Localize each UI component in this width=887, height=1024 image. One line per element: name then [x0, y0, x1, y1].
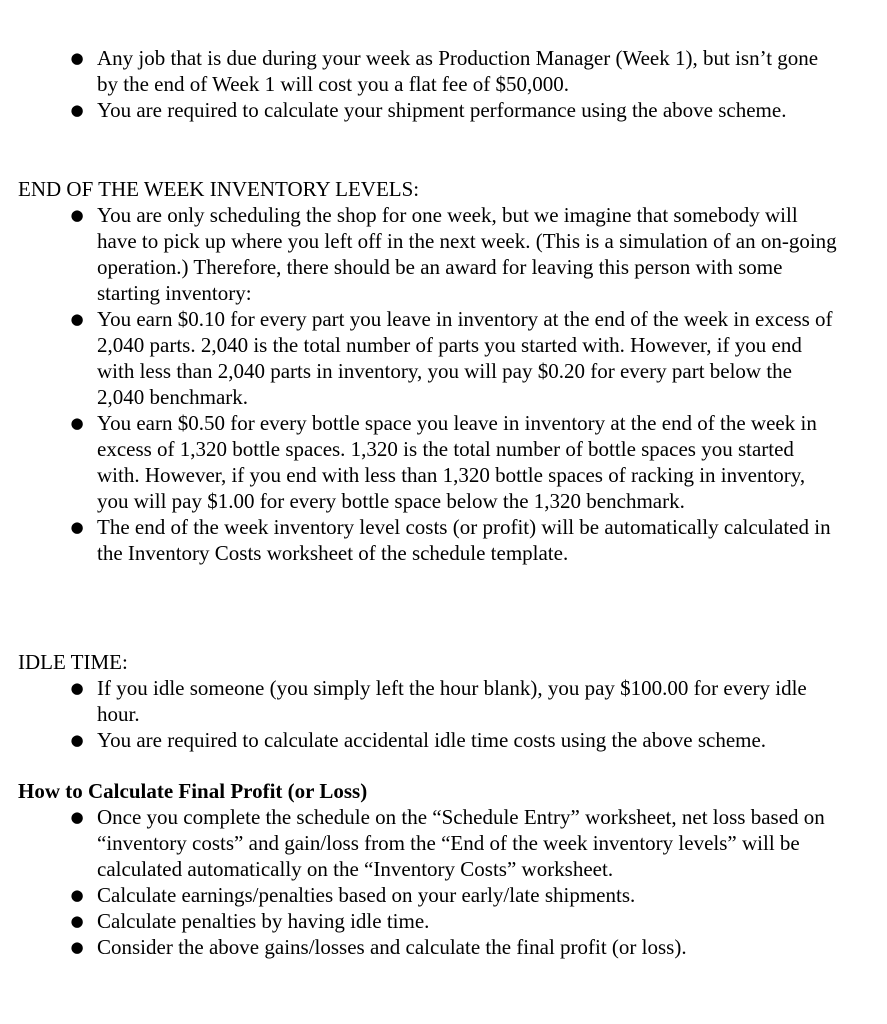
profit-section — [0, 778, 887, 960]
list-item-text: You earn $0.10 for every part you leave in inventory at the end of the week in excess of 2,040 parts. 2,040 is the total number of parts you started with. However, if you end with less than 2,040 parts in inventory, you will pay $0.20 for every part below the 2,040 benchmark. — [97, 307, 833, 409]
intro-section — [0, 45, 887, 123]
list-item-text: Calculate penalties by having idle time. — [97, 909, 430, 933]
profit-bullet-list — [0, 804, 887, 960]
bullet-icon: ● — [70, 886, 84, 904]
bullet-icon: ● — [70, 414, 84, 432]
idle-section — [0, 649, 887, 753]
inventory-section — [0, 176, 887, 566]
bullet-icon: ● — [70, 912, 84, 930]
list-item-text: You are required to calculate accidental idle time costs using the above scheme. — [97, 728, 767, 752]
bullet-icon: ● — [70, 310, 84, 328]
list-item — [0, 908, 887, 934]
bullet-icon: ● — [70, 206, 84, 224]
list-item — [0, 514, 887, 566]
list-item — [0, 882, 887, 908]
bullet-icon: ● — [70, 808, 84, 826]
list-item-text: You are only scheduling the shop for one week, but we imagine that somebody will have to pick up where you left off in the next week. (This is a simulation of an on-going operation.) Therefore, there should be an award for leaving this person with some starting inventory: — [97, 203, 837, 305]
list-item-text: You earn $0.50 for every bottle space you leave in inventory at the end of the week in excess of 1,320 bottle spaces. 1,320 is the total number of bottle spaces you started with. However, if you end with less than 1,320 bottle spaces of racking in inventory, you will pay $1.00 for every bottle space below the 1,320 benchmark. — [97, 411, 817, 513]
list-item — [0, 410, 887, 514]
list-item-text: Consider the above gains/losses and calculate the final profit (or loss). — [97, 935, 687, 959]
list-item — [0, 675, 887, 727]
list-item — [0, 202, 887, 306]
bullet-icon: ● — [70, 679, 84, 697]
intro-bullet-list — [0, 45, 887, 123]
list-item — [0, 804, 887, 882]
idle-bullet-list — [0, 675, 887, 753]
list-item-text: You are required to calculate your shipment performance using the above scheme. — [97, 98, 787, 122]
list-item — [0, 45, 887, 97]
list-item — [0, 97, 887, 123]
list-item — [0, 934, 887, 960]
list-item-text: If you idle someone (you simply left the hour blank), you pay $100.00 for every idle hour. — [97, 676, 807, 726]
list-item-text: Once you complete the schedule on the “Schedule Entry” worksheet, net loss based on “inventory costs” and gain/loss from the “End of the week inventory levels” will be calculated automatically on the “Inventory Costs” worksheet. — [97, 805, 825, 881]
list-item-text: Any job that is due during your week as Production Manager (Week 1), but isn’t gone by the end of Week 1 will cost you a flat fee of $50,000. — [97, 46, 819, 96]
profit-heading: How to Calculate Final Profit (or Loss) — [18, 779, 368, 803]
idle-heading: IDLE TIME: — [18, 650, 128, 674]
inventory-heading: END OF THE WEEK INVENTORY LEVELS: — [18, 177, 420, 201]
inventory-bullet-list — [0, 202, 887, 566]
list-item — [0, 727, 887, 753]
list-item — [0, 306, 887, 410]
list-item-text: The end of the week inventory level costs (or profit) will be automatically calculated in the Inventory Costs worksheet of the schedule template. — [97, 515, 831, 565]
bullet-icon: ● — [70, 731, 84, 749]
bullet-icon: ● — [70, 938, 84, 956]
bullet-icon: ● — [70, 101, 84, 119]
bullet-icon: ● — [70, 518, 84, 536]
bullet-icon: ● — [70, 49, 84, 67]
list-item-text: Calculate earnings/penalties based on your early/late shipments. — [97, 883, 636, 907]
